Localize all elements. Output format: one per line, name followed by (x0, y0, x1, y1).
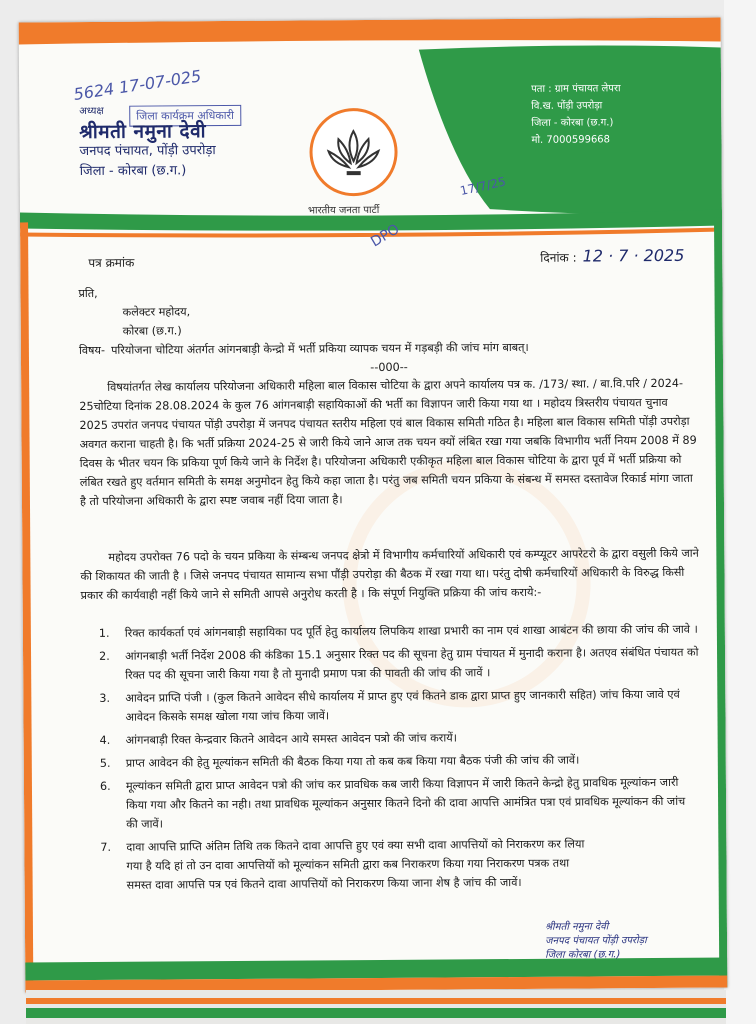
sender-name: श्रीमती नमुना देवी (79, 120, 207, 144)
left-saffron-border (20, 222, 33, 992)
list-item: 7. दावा आपत्ति प्राप्ति अंतिम तिथि तक कितने दावा आपत्ति हुए एवं क्या सभी दावा आपत्तियों को निराकरण कर लिया गया है यदि हां तो उन दावा आपत्तियों को मूल्यांकन समिती द्वारा कब निराकरण किया गया निराकरण पत्रक तथा समस्त दावा आपत्ति पत्र एवं कितने दावा आपत्तियों को निराकरण किया जाना शेष है जांच की जावें। (100, 837, 585, 892)
list-item: 5. प्राप्त आवेदन की हेतु मूल्यांकन समिती की बैठक किया गया तो कब कब किया गया बैठक पंजी की जांच की जावें। (99, 753, 580, 770)
contact-district: जिला - कोरबा (छ.ग.) (531, 117, 614, 129)
paragraph-2: महोदय उपरोक्त 76 पदो के चयन प्रकिया के संम्बन्ध जनपद क्षेत्रो में विभागीय कर्मचारियों अधिकारी एवं कम्प्यूटर आपरेटरो के द्वारा वसुली किये जाने की शिकायत की जाती है । जिसे जनपद पंचायत सामान्य सभा पौंड़ी उपरोड़ा की बैठक में रखा गया था। परंतु दोषी कर्मचारियों अधिकारी के विरुद्ध किसी प्रकार की कार्यवाही नहीं किये जाने से समिती आपसे अनुरोध करती है । कि संपूर्ण नियुक्ति प्रक्रिया की जांच कराये:- (80, 546, 699, 603)
sender-district: जिला - कोरबा (छ.ग.) (79, 163, 187, 180)
letter-page (19, 18, 728, 993)
list-item: 4. आंगनबाड़ी रिक्त केन्द्रवार कितने आवेदन आये समस्त आवेदन पत्रो की जांच करायें। (99, 731, 458, 747)
bjp-lotus-logo (309, 108, 398, 197)
subject-label: विषय- (78, 343, 106, 358)
received-mark: 17/7/25 (458, 174, 508, 199)
background-edge (724, 0, 756, 1024)
list-item: 2. आंगनबाड़ी भर्ती निर्देश 2008 की कंडिका 15.1 अनुसार रिक्त पद की सूचना हेतु ग्राम पंचायत में मुनादी कराना है। अतएव संबंधित पंचायत को रिक्त पद की सूचना जारी किया गया है तो मुनादी प्रमाण पत्रा की पावती की जांच की जावें । (99, 645, 699, 682)
dpo-mark: DPO (368, 221, 403, 251)
address-block (78, 280, 699, 379)
contact-block-name: वि.ख. पोंड़ी उपरोड़ा (531, 100, 603, 112)
contact-mobile: मो. 7000599668 (531, 134, 611, 146)
list-item: 6. मूल्यांकन समिती द्वारा प्राप्त आवेदन पत्रो की जांच कर प्रावधिक कब जारी किया विज्ञापन में जारी कितने केन्द्रो हेतु प्रावधिक मूल्यांकन जारी किया गया और कितने का नही। तथा प्रावधिक मूल्यांकन अनुसार कितने दिनो की दावा आपत्ति आमंत्रित पत्रा एवं प्रावधिक मूल्यांकन की जांच की जावें। (99, 775, 686, 831)
next-page-edge (26, 990, 726, 1024)
sender-block (79, 101, 216, 182)
recipient: कलेक्टर महोदय, (122, 305, 191, 319)
to-label: प्रति, (78, 286, 98, 301)
signature-line3: जिला कोरबा (छ.ग.) (545, 949, 621, 961)
signature-name: श्रीमती नमुना देवी (544, 921, 609, 933)
demands-list (99, 620, 701, 899)
list-item: 3. आवेदन प्राप्ति पंजी । (कुल कितने आवेदन सीधे कार्यालय में प्राप्त हुए एवं कितने डाक द्वारा प्राप्त हुए जानकारी सहित) जांच किया जावे एवं आवेदन किसके समक्ष खोला गया जांच किया जावें। (99, 687, 680, 724)
signature-line2: जनपद पंचायत पोंड़ी उपरोड़ा (545, 935, 647, 947)
recipient-place: कोरबा (छ.ग.) (122, 324, 182, 338)
party-name: भारतीय जनता पार्टी (307, 204, 380, 217)
reference-number: पत्र क्रमांक (88, 255, 135, 270)
inward-number: 5624 17-07-025 (72, 66, 203, 104)
designation: अध्यक्ष (79, 105, 104, 118)
contact-block (531, 80, 621, 149)
date-value: 12 · 7 · 2025 (582, 245, 685, 266)
office-stamp: जिला कार्यक्रम अधिकारी (129, 105, 241, 127)
separator: --000-- (370, 360, 408, 375)
letter-date: दिनांक : 12 · 7 · 2025 (540, 245, 685, 266)
sender-block-name: जनपद पंचायत, पोंड़ी उपरोड़ा (79, 143, 216, 160)
list-item: 1. रिक्त कार्यकर्ता एवं आंगनबाड़ी सहायिका पद पूर्ति हेतु कार्यालय लिपकिय शाखा प्रभारी का नाम एवं शाखा आबंटन की छाया की जांच की जावे । (98, 622, 698, 640)
lotus-icon (312, 111, 395, 194)
subject-text: परियोजना चोटिया अंतर्गत आंगनबाड़ी केन्द्रो में भर्ती प्रकिया व्यापक चयन में गड़बड़ी की जांच मांग बाबत्। (110, 340, 529, 357)
paragraph-1: विषयांतर्गत लेख कार्यालय परियोजना अधिकारी महिला बाल विकास चोटिया के द्वारा अपने कार्यालय पत्र क. /173/ स्था. / बा.वि.परि / 2024-25चोटिया दिनांक 28.08.2024 के कुल 76 आंगनबाड़ी सहायिकाओं की भर्ती का विज्ञापन जारी किया गया था । महोदय त्रिस्तरीय पंचायत चुनाव 2025 उपरांत जनपद पंचायत पोंड़ी उपरोड़ा में जनपद पंचायत स्तरीय महिला एवं बाल विकास समिती गठित है। महिला बाल विकास समिती पोंड़ी उपरोड़ा अवगत कराना चाहती है। कि भर्ती प्रक्रिया 2024-25 से जारी किये जाने आज तक चयन क्यों लंबित रखा गया जबकि विभागीय भर्ती नियम 2008 में 89 दिवस के भीतर चयन कि प्रकिया पूर्ण किये जाने के निर्देश है। परियोजना अधिकारी एकीकृत महिला बाल विकास चोटिया के द्वारा पूर्व में भर्ती प्रक्रिया को लंबित रखते हुए वर्तमान समिती के समक्ष अनुमोदन हेतु किये कहा जाता है। परंतु जब समिती चयन प्रकिया के संबन्ध में समस्त दस्तावेज रिकार्ड मांगा जाता है तो परियोजना अधिकारी के द्वारा स्पष्ट जवाब नहीं दिया जाता है। (79, 376, 697, 509)
contact-address: पता : ग्राम पंचायत लेपरा (531, 83, 621, 95)
signature-block (545, 920, 647, 963)
